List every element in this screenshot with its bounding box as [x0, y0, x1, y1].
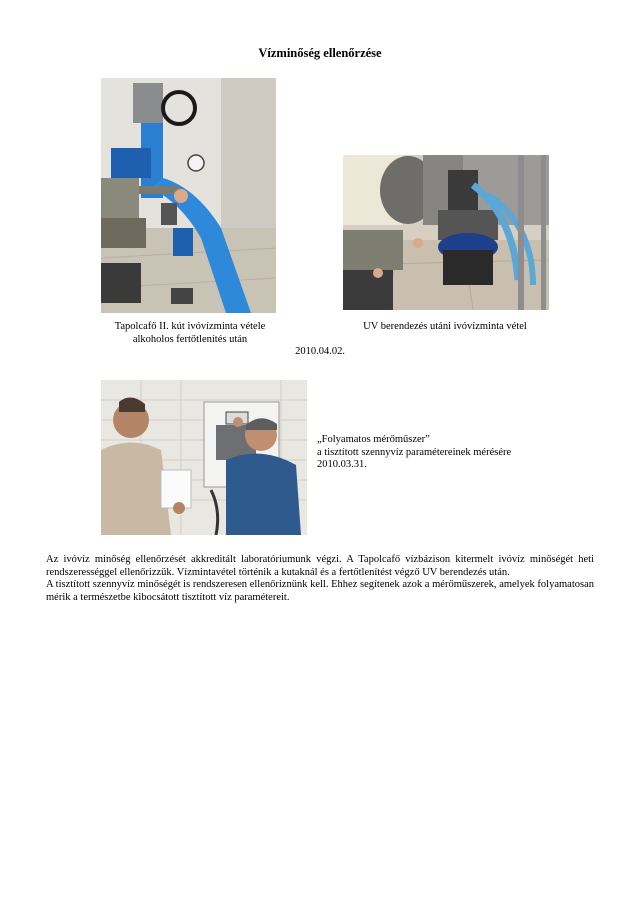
- photo3-caption-line3: 2010.03.31.: [317, 459, 367, 471]
- page-title: Vízminőség ellenőrzése: [258, 46, 382, 60]
- photo1-caption-line1: Tapolcafő II. kút ivóvízminta vétele: [114, 321, 266, 332]
- photo-uv-sampling: [343, 155, 549, 310]
- photo3-caption: [317, 434, 577, 472]
- body-text: [46, 554, 594, 604]
- date-caption: 2010.04.02.: [295, 346, 345, 357]
- photo-monitoring-instrument: [101, 380, 307, 535]
- paragraph-1: Az ivóvíz minőség ellenőrzését akkreditált laboratóriumunk végzi. A Tapolcafő vízbázison kitermelt ivóvíz minőségét heti rendszerességgel ellenőrizzük. Vízmintavétel történik a kutaknál és a fertőtlenítést végző UV berendezés után.: [46, 554, 594, 578]
- photo3-caption-line1: „Folyamatos mérőműszer”: [317, 434, 430, 445]
- photo1-caption-line2: alkoholos fertőtlenítés után: [132, 334, 248, 345]
- photo2-caption: UV berendezés utáni ivóvízminta vétel: [363, 321, 527, 332]
- paragraph-2: A tisztított szennyvíz minőségét is rendszeresen ellenőriznünk kell. Ehhez segítenek azok a mérőműszerek, amelyek folyamatosan mérik a természetbe kibocsátott tisztított víz paramétereit.: [46, 579, 594, 603]
- photo3-caption-line2: a tisztított szennyvíz paramétereinek mérésére: [317, 446, 512, 458]
- photo1-caption: [90, 320, 290, 346]
- photo-well-sampling: [101, 78, 276, 313]
